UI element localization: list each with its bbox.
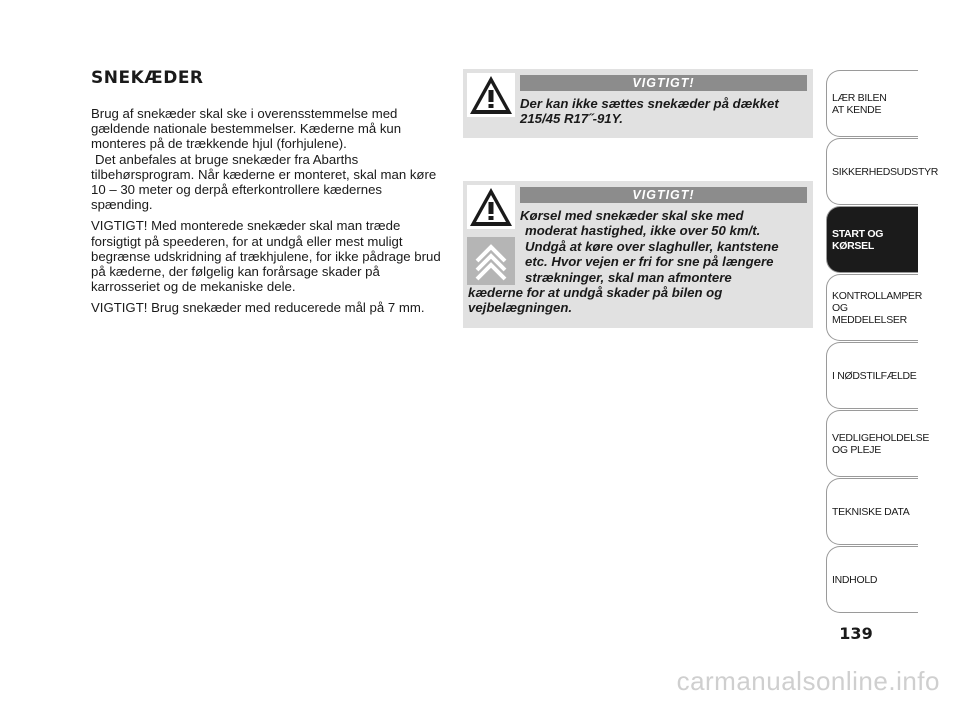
tab-tekniske-data[interactable]: TEKNISKE DATA [826,478,918,545]
chapter-tabs [826,70,939,614]
tab-kontrollamper[interactable]: KONTROLLAMPER OG MEDDELELSER [826,274,918,341]
warning-line: strækninger, skal man afmontere [525,269,732,285]
watermark: carmanualsonline.info [676,666,940,696]
warning-box-tire [463,69,813,138]
tab-nodstilfaelde[interactable]: I NØDSTILFÆLDE [826,342,918,409]
tab-laer-bilen[interactable]: LÆR BILEN AT KENDE [826,70,918,137]
paragraph-4: VIGTIGT! Brug snekæder med reducerede mål på 7 mm. [91,300,425,316]
paragraph-1: Brug af snekæder skal ske i overensstemmelse med gældende nationale bestemmelser. Kæderne må kun monteres på de trækkende hjul (forhjulene). [91,106,402,152]
warning-box-driving [463,181,813,328]
tab-vedligeholdelse[interactable]: VEDLIGEHOLDELSE OG PLEJE [826,410,918,477]
warning-line: etc. Hvor vejen er fri for sne på længere [525,254,774,270]
warning-line: Undgå at køre over slaghuller, kantstene [525,238,779,254]
paragraph-2: Det anbefales at bruge snekæder fra Abarths tilbehørsprogram. Når kæderne er monteret, skal man køre 10 – 30 meter og derpå efterkontrollere kædernes spænding. [91,151,437,213]
warning-text [468,208,808,316]
warning-line: moderat hastighed, ikke over 50 km/t. [525,223,761,239]
warning-text: Der kan ikke sættes snekæder på dækket 215/45 R17˝-91Y. [520,96,779,127]
warning-line: kæderne for at undgå skader på bilen og [468,285,723,301]
section-title: SNEKÆDER [91,68,204,88]
tab-start-og-korsel[interactable]: START OG KØRSEL [826,206,918,273]
tab-indhold[interactable]: INDHOLD [826,546,918,613]
page-number: 139 [839,624,873,643]
warning-line: vejbelægningen. [468,300,573,316]
warning-banner: VIGTIGT! [520,75,807,91]
body-text [91,106,446,322]
warning-line: Kørsel med snekæder skal ske med [520,208,744,223]
warning-banner: VIGTIGT! [520,187,807,203]
warning-triangle-icon [467,73,515,117]
paragraph-3: VIGTIGT! Med monterede snekæder skal man træde forsigtigt på speederen, for at undgå eller mest muligt begrænse udskridning af trækhjulene, for ikke pådrage brud på kæderne, der følgelig kan forårsage skader på karrosseriet og de mekaniske dele. [91,218,441,295]
tab-sikkerhedsudstyr[interactable]: SIKKERHEDSUDSTYR [826,138,918,205]
